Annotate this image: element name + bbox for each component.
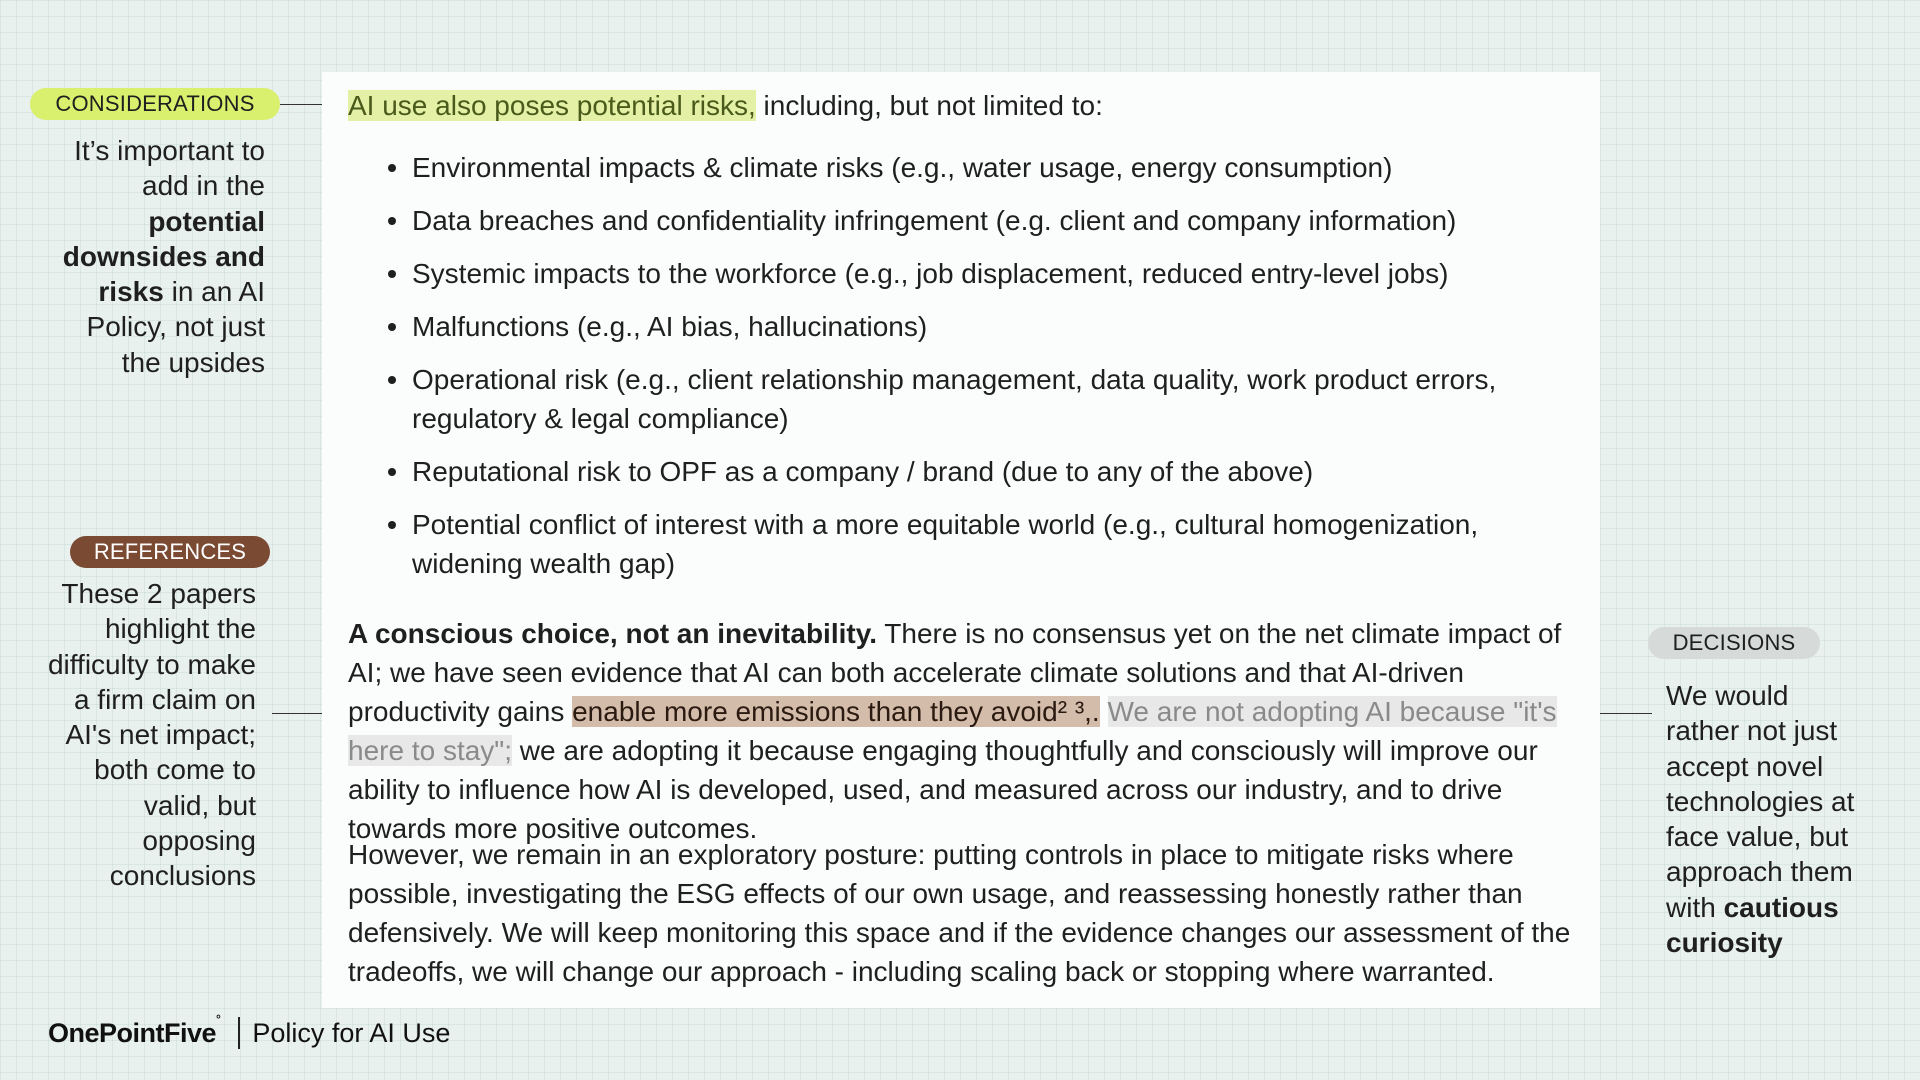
emissions-highlight: enable more emissions than they avoid² ³,. xyxy=(572,696,1100,727)
footer-divider xyxy=(238,1017,240,1049)
considerations-note-emphasis: potential downsides and risks xyxy=(62,205,265,308)
decisions-note-text: We would rather not just accept novel technologies at face value, but approach them with xyxy=(1666,680,1855,923)
risks-intro-highlight: AI use also poses potential risks, xyxy=(348,90,756,121)
list-item xyxy=(348,201,1578,240)
brand-logo xyxy=(48,1011,221,1049)
risk-item-text: Malfunctions (e.g., AI bias, hallucinations) xyxy=(412,311,928,342)
paragraph-text-continued: we are adopting it because engaging thoughtfully and consciously will improve our ability to influence how AI is developed, used, and measured across our industry, and to drive towards more positive outcomes. xyxy=(348,735,1538,844)
brand-logo-text: OnePointFive xyxy=(48,1017,217,1048)
bullet-dot xyxy=(388,521,396,529)
exploratory-posture-paragraph: However, we remain in an exploratory posture: putting controls in place to mitigate risks where possible, investigating the ESG effects of our own usage, and reassessing honestly rather than defensively. We will keep monitoring this space and if the evidence changes our assessment of the tradeoffs, we will change our approach - including scaling back or stopping where warranted. xyxy=(348,839,1571,987)
list-item xyxy=(348,452,1578,491)
considerations-note xyxy=(40,133,265,380)
decisions-badge xyxy=(1648,627,1820,659)
risk-item-text: Systemic impacts to the workforce (e.g., job displacement, reduced entry-level jobs) xyxy=(412,258,1449,289)
risk-item-text: Data breaches and confidentiality infringement (e.g. client and company information) xyxy=(412,205,1457,236)
risk-item-text: Reputational risk to OPF as a company / brand (due to any of the above) xyxy=(412,456,1314,487)
list-item xyxy=(348,254,1578,293)
bullet-dot xyxy=(388,468,396,476)
paragraph-lead: A conscious choice, not an inevitability. xyxy=(348,618,877,649)
considerations-badge xyxy=(30,88,280,120)
list-item xyxy=(348,360,1578,438)
references-label: REFERENCES xyxy=(93,539,247,564)
policy-content-card xyxy=(322,72,1600,1008)
risks-intro xyxy=(348,86,1103,125)
document-title: Policy for AI Use xyxy=(252,1017,451,1048)
references-note: These 2 papers highlight the difficulty to make a firm claim on AI's net impact; both come to valid, but opposing conclusions xyxy=(47,578,256,892)
adoption-highlight: We are not adopting AI because "it's here to stay"; xyxy=(348,696,1557,766)
paragraph-space xyxy=(1100,696,1108,727)
considerations-note-part-3: in an AI Policy, not just the upsides xyxy=(86,276,265,378)
decisions-label: DECISIONS xyxy=(1672,630,1796,655)
list-item xyxy=(348,307,1578,346)
references-badge xyxy=(70,536,270,568)
risk-item-text: Potential conflict of interest with a more equitable world (e.g., cultural homogenization, widening wealth gap) xyxy=(412,509,1479,579)
footer xyxy=(48,1013,450,1053)
conscious-choice-paragraph xyxy=(348,614,1588,848)
risk-item-text: Operational risk (e.g., client relationship management, data quality, work product errors, regulatory & legal compliance) xyxy=(412,364,1497,434)
decisions-note xyxy=(1666,678,1866,960)
bullet-dot xyxy=(388,323,396,331)
risks-list xyxy=(348,148,1578,597)
bullet-dot xyxy=(388,217,396,225)
bullet-dot xyxy=(388,270,396,278)
bullet-dot xyxy=(388,376,396,384)
risks-intro-text: including, but not limited to: xyxy=(755,90,1103,121)
considerations-note-part-1: It’s important to add in the xyxy=(74,135,265,202)
paragraph-text: There is no consensus yet on the net climate impact of AI; we have seen evidence that AI can both accelerate climate solutions and that AI-driven productivity gains xyxy=(348,618,1562,727)
list-item xyxy=(348,148,1578,187)
list-item xyxy=(348,505,1578,583)
risk-item-text: Environmental impacts & climate risks (e.g., water usage, energy consumption) xyxy=(412,152,1393,183)
considerations-label: CONSIDERATIONS xyxy=(55,91,255,116)
decisions-note-emphasis: cautious curiosity xyxy=(1666,891,1839,959)
logo-degree-icon: ° xyxy=(216,1011,221,1026)
bullet-dot xyxy=(388,164,396,172)
